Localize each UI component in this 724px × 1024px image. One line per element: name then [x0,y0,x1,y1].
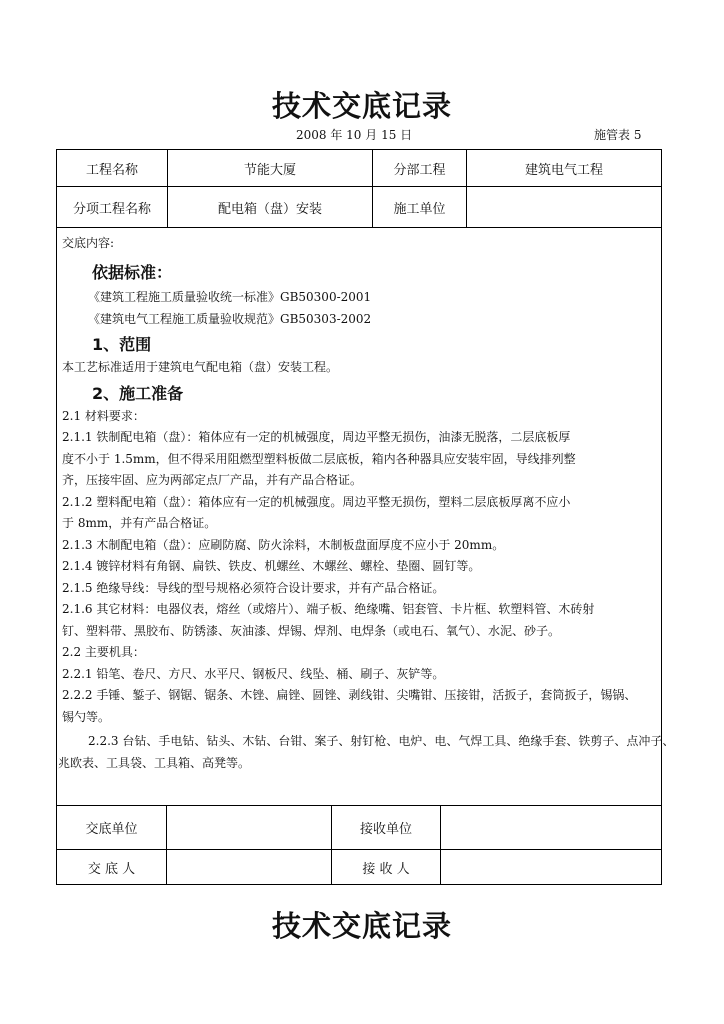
prep-line: 2.1.4 镀锌材料有角钢、扁铁、铁皮、机螺丝、木螺丝、螺栓、垫圈、圆钉等。 [62,559,481,573]
item-name-value: 配电箱（盘）安装 [217,201,322,217]
form-number: 施管表 5 [594,128,642,142]
prep-line: 2.1.2 塑料配电箱（盘）：箱体应有一定的机械强度。周边平整无损伤，塑料二层底板厚离不应小 [62,494,571,509]
page-title: 技术交底记录 [271,89,452,123]
handover-unit-label: 交底单位 [85,822,138,837]
prep-heading: 2、施工准备 [92,383,184,403]
prep-line: 2.1 材料要求： [62,408,145,423]
table-divider [166,805,167,885]
project-name-value: 节能大厦 [243,162,296,178]
construction-unit-value [467,187,661,227]
subproject-label: 分部工程 [393,162,446,178]
table-divider [440,805,441,885]
record-date: 2008 年 10 月 15 日 [296,128,413,142]
construction-unit-label: 施工单位 [393,201,446,217]
table-divider [56,227,662,228]
prep-line: 2.2.1 铅笔、卷尺、方尺、水平尺、钢板尺、线坠、桶、刷子、灰铲等。 [62,666,445,681]
scope-text: 本工艺标准适用于建筑电气配电箱（盘）安装工程。 [62,360,339,374]
prep-line: 齐，压接牢固、应为两部定点厂产品，并有产品合格证。 [62,473,363,487]
next-page-title: 技术交底记录 [271,909,452,943]
prep-line: 2.2.2 手锤、錾子、钢锯、锯条、木锉、扁锉、圆锉、剥线钳、尖嘴钳、压接钳，活扳子，套筒扳子，锡锅、 [62,688,637,702]
content-label: 交底内容: [62,236,115,250]
prep-line: 2.1.1 铁制配电箱（盘）：箱体应有一定的机械强度，周边平整无损伤，油漆无脱落，二层底板厚 [62,430,571,444]
receive-unit-label: 接收单位 [359,822,412,837]
prep-line: 2.1.6 其它材料：电器仪表，熔丝（或熔片）、端子板、绝缘嘴、铝套管、卡片框、软塑料管、木砖射 [62,602,595,616]
basis-heading: 依据标准： [92,263,173,282]
tools-line: 2.2.3 台钻、手电钻、钻头、木钻、台钳、案子、射钉枪、电炉、电、气焊工具、绝缘手套、铁剪子、点冲子、 [88,734,675,748]
prep-line: 2.1.3 木制配电箱（盘）：应刷防腐、防火涂料，木制板盘面厚度不应小于 20mm。 [62,537,505,552]
project-name-label: 工程名称 [85,162,138,178]
prep-line: 度不小于 1.5mm，但不得采用阻燃型塑料板做二层底板，箱内各种器具应安装牢固，导线排列整 [62,451,576,466]
scope-heading: 1、范围 [92,335,152,354]
prep-line: 2.1.5 绝缘导线：导线的型号规格必须符合设计要求，并有产品合格证。 [62,580,445,595]
prep-line: 钉、塑料带、黑胶布、防锈漆、灰油漆、焊锡、焊剂、电焊条（或电石、氧气）、水泥、砂子。 [62,623,561,638]
subproject-value: 建筑电气工程 [524,162,603,178]
prep-line: 于 8mm，并有产品合格证。 [62,516,217,530]
handover-person-label: 交 底 人 [87,862,136,877]
tools-line: 兆欧表、工具袋、工具箱、高凳等。 [58,755,251,770]
standard-item: 《建筑电气工程施工质量验收规范》GB50303-2002 [88,311,372,326]
standard-item: 《建筑工程施工质量验收统一标准》GB50300-2001 [88,290,372,304]
handover-content [58,234,675,774]
prep-line: 锡勺等。 [62,709,111,724]
item-name-label: 分项工程名称 [72,201,151,217]
receive-person-label: 接 收 人 [362,862,410,877]
prep-line: 2.2 主要机具： [62,645,145,659]
